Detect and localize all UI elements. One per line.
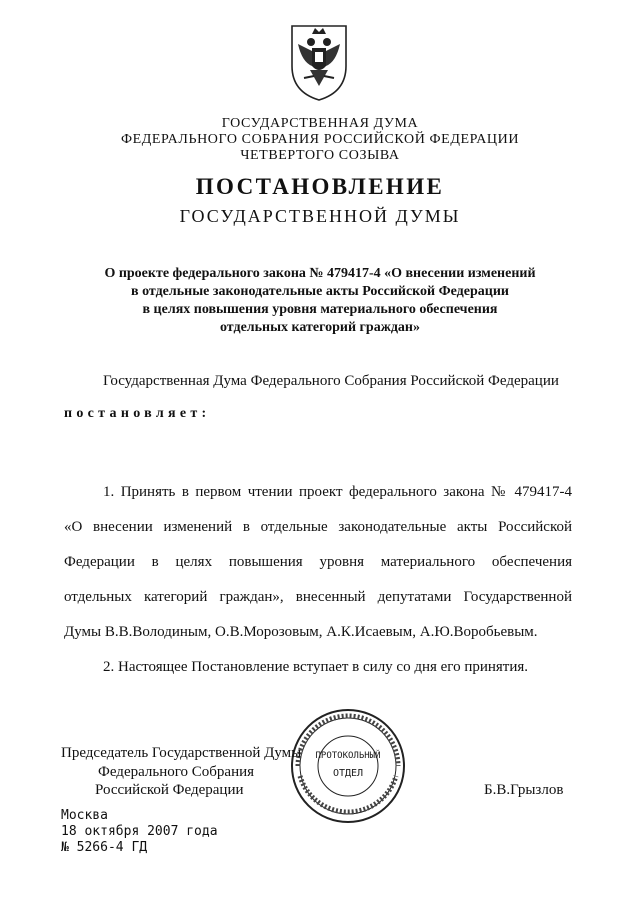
item1-line-1: 1. Принять в первом чтении проект федерального закона № 479417-4: [103, 484, 572, 500]
intro-text: Государственная Дума Федерального Собрания Российской Федерации: [103, 373, 559, 389]
document-subtitle: ГОСУДАРСТВЕННОЙ ДУМЫ: [179, 206, 461, 226]
signatory-title-line-2: Федерального Собрания: [98, 764, 255, 780]
round-seal-icon: [288, 706, 408, 826]
org-line-1: ГОСУДАРСТВЕННАЯ ДУМА: [221, 116, 419, 131]
subject-line-2: в отдельные законодательные акты Российской Федерации: [131, 284, 509, 299]
item1-line-2: «О внесении изменений в отдельные законодательные акты Российской: [64, 519, 572, 535]
subject-line-4: отдельных категорий граждан»: [219, 320, 420, 335]
subject-line-1: О проекте федерального закона № 479417-4 «О внесении изменений: [104, 266, 536, 281]
footer-city: Москва: [61, 808, 108, 823]
footer-number: № 5266-4 ГД: [61, 840, 148, 855]
resolves-word: постановляет:: [64, 406, 211, 421]
subject-line-3: в целях повышения уровня материального обеспечения: [142, 302, 498, 317]
signatory-name: Б.В.Грызлов: [484, 782, 564, 798]
item1-line-3: Федерации в целях повышения уровня материального обеспечения: [64, 554, 572, 570]
footer-date: 18 октября 2007 года: [61, 824, 218, 839]
item1-line-4: отдельных категорий граждан», внесенный депутатами Государственной: [64, 589, 572, 605]
coat-of-arms-icon: [284, 22, 354, 102]
signatory-title-line-1: Председатель Государственной Думы: [61, 745, 302, 761]
stamp-text-1: ПРОТОКОЛЬНЫЙ: [315, 751, 381, 761]
item1-line-5: Думы В.В.Володиным, О.В.Морозовым, А.К.Исаевым, А.Ю.Воробьевым.: [64, 624, 538, 640]
org-line-3: ЧЕТВЕРТОГО СОЗЫВА: [240, 148, 400, 163]
stamp-text-2: ОТДЕЛ: [332, 768, 364, 779]
signatory-title-line-3: Российской Федерации: [95, 782, 244, 798]
item2-text: 2. Настоящее Постановление вступает в силу со дня его принятия.: [103, 659, 529, 675]
org-line-2: ФЕДЕРАЛЬНОГО СОБРАНИЯ РОССИЙСКОЙ ФЕДЕРАЦИИ: [120, 132, 520, 147]
document-type: ПОСТАНОВЛЕНИЕ: [195, 174, 445, 199]
